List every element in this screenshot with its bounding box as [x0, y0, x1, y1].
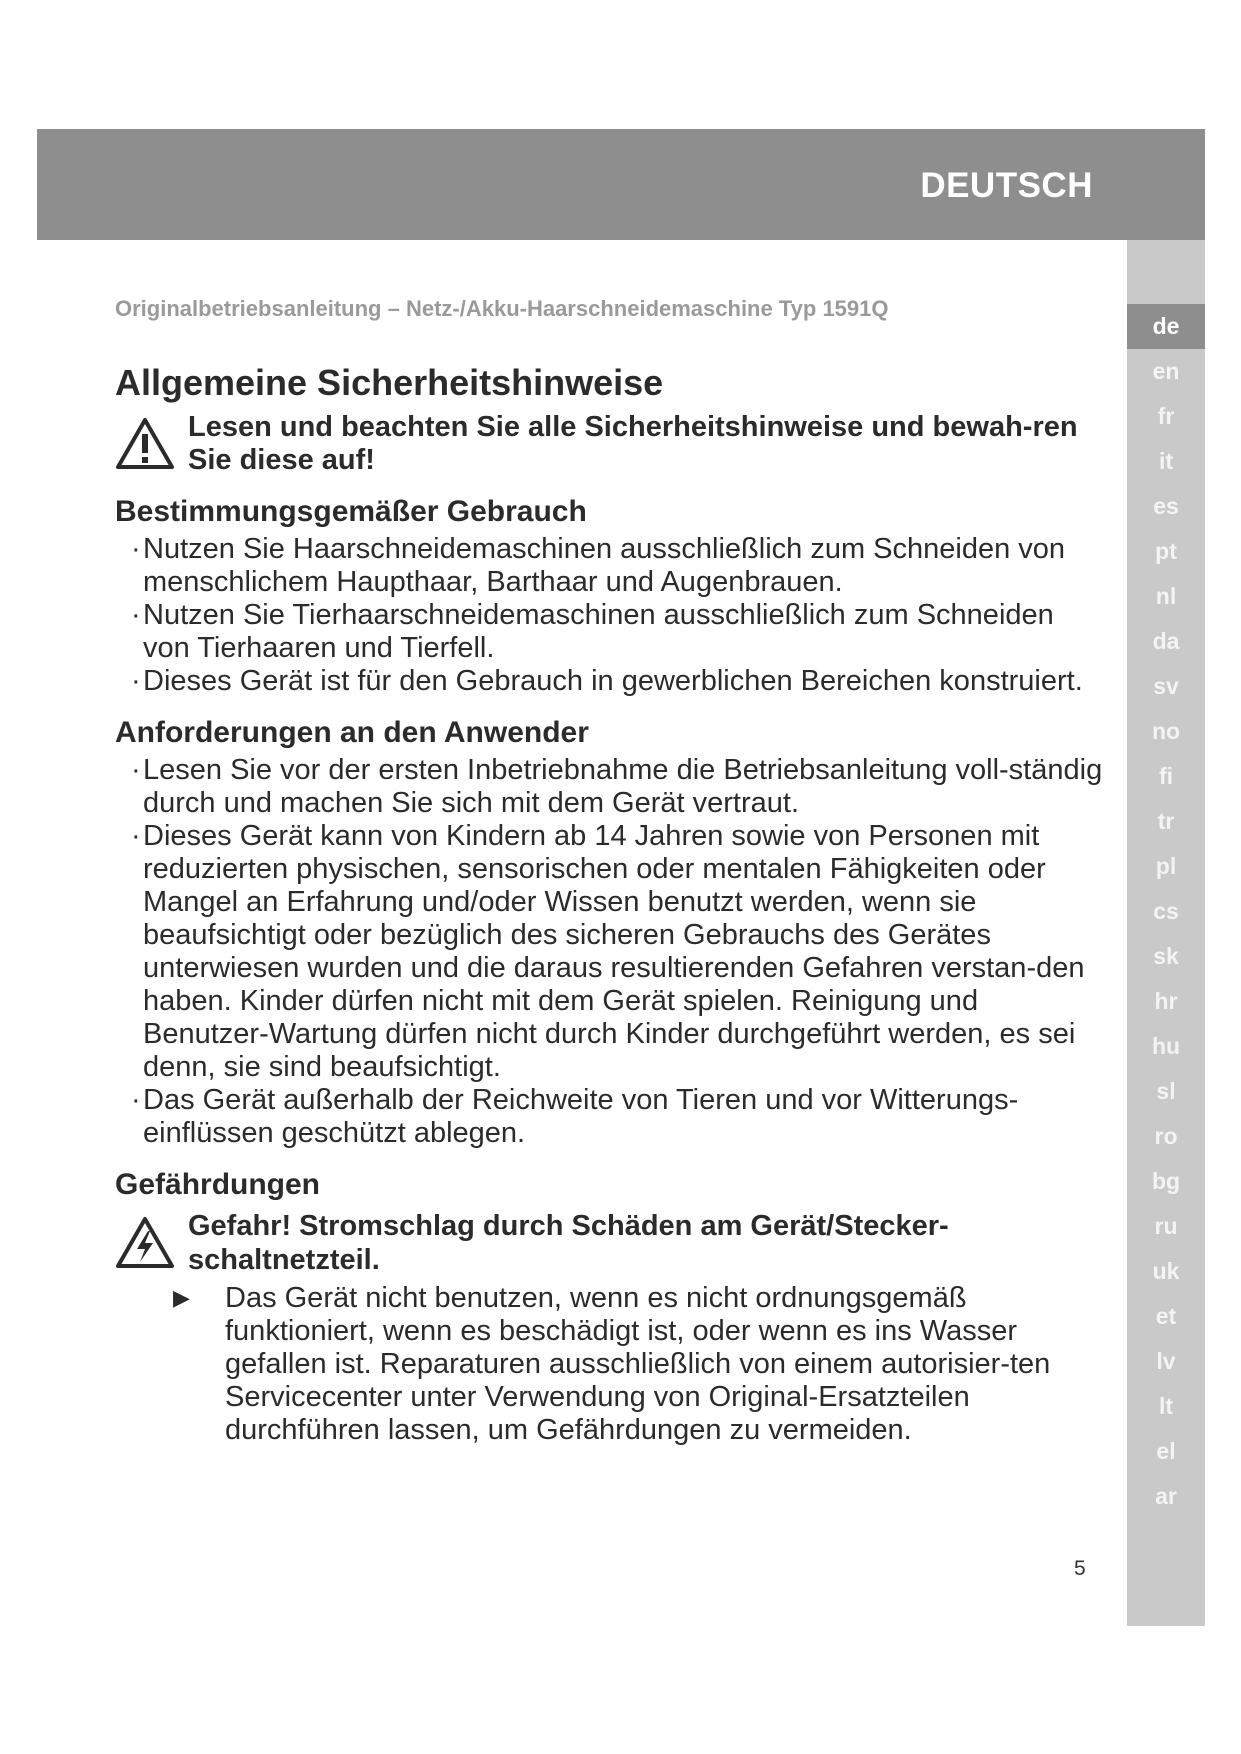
danger-text: Gefahr! Stromschlag durch Schäden am Gerät/Stecker-schaltnetzteil. [188, 1210, 949, 1276]
language-tab-es[interactable]: es [1153, 493, 1179, 519]
language-tab-en[interactable]: en [1152, 358, 1180, 384]
language-tab-sk[interactable]: sk [1153, 943, 1179, 969]
general-warning-text: Lesen und beachten Sie alle Sicherheitshinweise und bewah-ren Sie diese auf! [188, 411, 1078, 477]
intended-use-list [115, 533, 1105, 698]
language-tab-fi[interactable]: fi [1158, 763, 1174, 789]
electric-hazard-icon [115, 1216, 175, 1270]
language-tab-hr[interactable]: hr [1154, 988, 1178, 1014]
list-item: · Das Gerät außerhalb der Reichweite von Tieren und vor Witterungs-einflüssen geschützt ablegen. [131, 1084, 1105, 1150]
list-item: · Dieses Gerät ist für den Gebrauch in gewerblichen Bereichen konstruiert. [131, 665, 1105, 698]
language-title: DEUTSCH [920, 166, 1093, 205]
action-instruction [115, 1281, 1105, 1447]
intended-use-heading: Bestimmungsgemäßer Gebrauch [115, 495, 587, 529]
page-number: 5 [1074, 1557, 1086, 1580]
language-tab-tr[interactable]: tr [1157, 808, 1175, 834]
list-item: · Nutzen Sie Haarschneidemaschinen ausschließlich zum Schneiden von menschlichem Haupthaar, Barthaar und Augenbrauen. [131, 533, 1105, 599]
language-tab-de[interactable]: de [1127, 304, 1205, 349]
electric-shock-warning [115, 1210, 1105, 1276]
language-tab-uk[interactable]: uk [1152, 1258, 1180, 1284]
language-tab-el[interactable]: el [1156, 1438, 1176, 1464]
user-requirements-list [115, 754, 1105, 1150]
language-tab-nl[interactable]: nl [1155, 583, 1177, 609]
language-tab-da[interactable]: da [1152, 628, 1180, 654]
language-tab-no[interactable]: no [1151, 718, 1181, 744]
document-subtitle: Originalbetriebsanleitung – Netz-/Akku-Haarschneidemaschine Typ 1591Q [115, 296, 889, 321]
list-item: · Lesen Sie vor der ersten Inbetriebnahme die Betriebsanleitung voll-ständig durch und machen Sie sich mit dem Gerät vertraut. [131, 754, 1105, 820]
general-warning [115, 411, 1105, 477]
language-tab-sl[interactable]: sl [1156, 1078, 1176, 1104]
language-tab-cs[interactable]: cs [1153, 898, 1179, 924]
language-tab-ar[interactable]: ar [1155, 1483, 1177, 1509]
language-sidebar [1127, 240, 1205, 1626]
language-tab-pl[interactable]: pl [1155, 853, 1177, 879]
language-tab-ro[interactable]: ro [1154, 1123, 1178, 1149]
language-tab-lv[interactable]: lv [1156, 1348, 1176, 1374]
language-tab-et[interactable]: et [1155, 1303, 1177, 1329]
language-tab-ru[interactable]: ru [1154, 1213, 1178, 1239]
list-item: · Dieses Gerät kann von Kindern ab 14 Jahren sowie von Personen mit reduzierten physischen, sensorischen oder mentalen Fähigkeiten oder Mangel an Erfahrung und/oder Wissen benutzt werden, wenn sie beaufsichtigt oder bezüglich des sicheren Gebrauchs des Gerätes unterwiesen wurden und die daraus resultierenden Gefahren verstan-den haben. Kinder dürfen nicht mit dem Gerät spielen. Reinigung und Benutzer-Wartung dürfen nicht durch Kinder durchgeführt werden, es sei denn, sie sind beaufsichtigt. [131, 820, 1105, 1084]
language-tab-sv[interactable]: sv [1153, 673, 1179, 699]
language-tab-pt[interactable]: pt [1155, 538, 1177, 564]
language-tab-fr[interactable]: fr [1157, 403, 1175, 429]
arrow-right-icon: ▶ [173, 1284, 190, 1310]
language-tab-hu[interactable]: hu [1151, 1033, 1181, 1059]
list-item: · Nutzen Sie Tierhaarschneidemaschinen ausschließlich zum Schneiden von Tierhaaren und Tierfell. [131, 599, 1105, 665]
language-tab-bg[interactable]: bg [1151, 1168, 1181, 1194]
language-tab-lt[interactable]: lt [1158, 1393, 1174, 1419]
language-list [1127, 304, 1205, 1519]
user-requirements-heading: Anforderungen an den Anwender [115, 716, 589, 750]
section-title: Allgemeine Sicherheitshinweise [115, 362, 664, 403]
header-bar [37, 129, 1205, 240]
language-tab-it[interactable]: it [1158, 448, 1174, 474]
warning-triangle-icon [115, 417, 175, 471]
action-text: Das Gerät nicht benutzen, wenn es nicht ordnungsgemäß funktioniert, wenn es beschädigt ist, oder wenn es ins Wasser gefallen ist. Reparaturen ausschließlich von einem autorisier-ten Servicecenter unter Verwendung von Original-Ersatzteilen durchführen lassen, um Gefährdungen zu vermeiden. [225, 1281, 1051, 1446]
hazards-heading: Gefährdungen [115, 1168, 321, 1202]
main-content [115, 296, 1105, 1447]
